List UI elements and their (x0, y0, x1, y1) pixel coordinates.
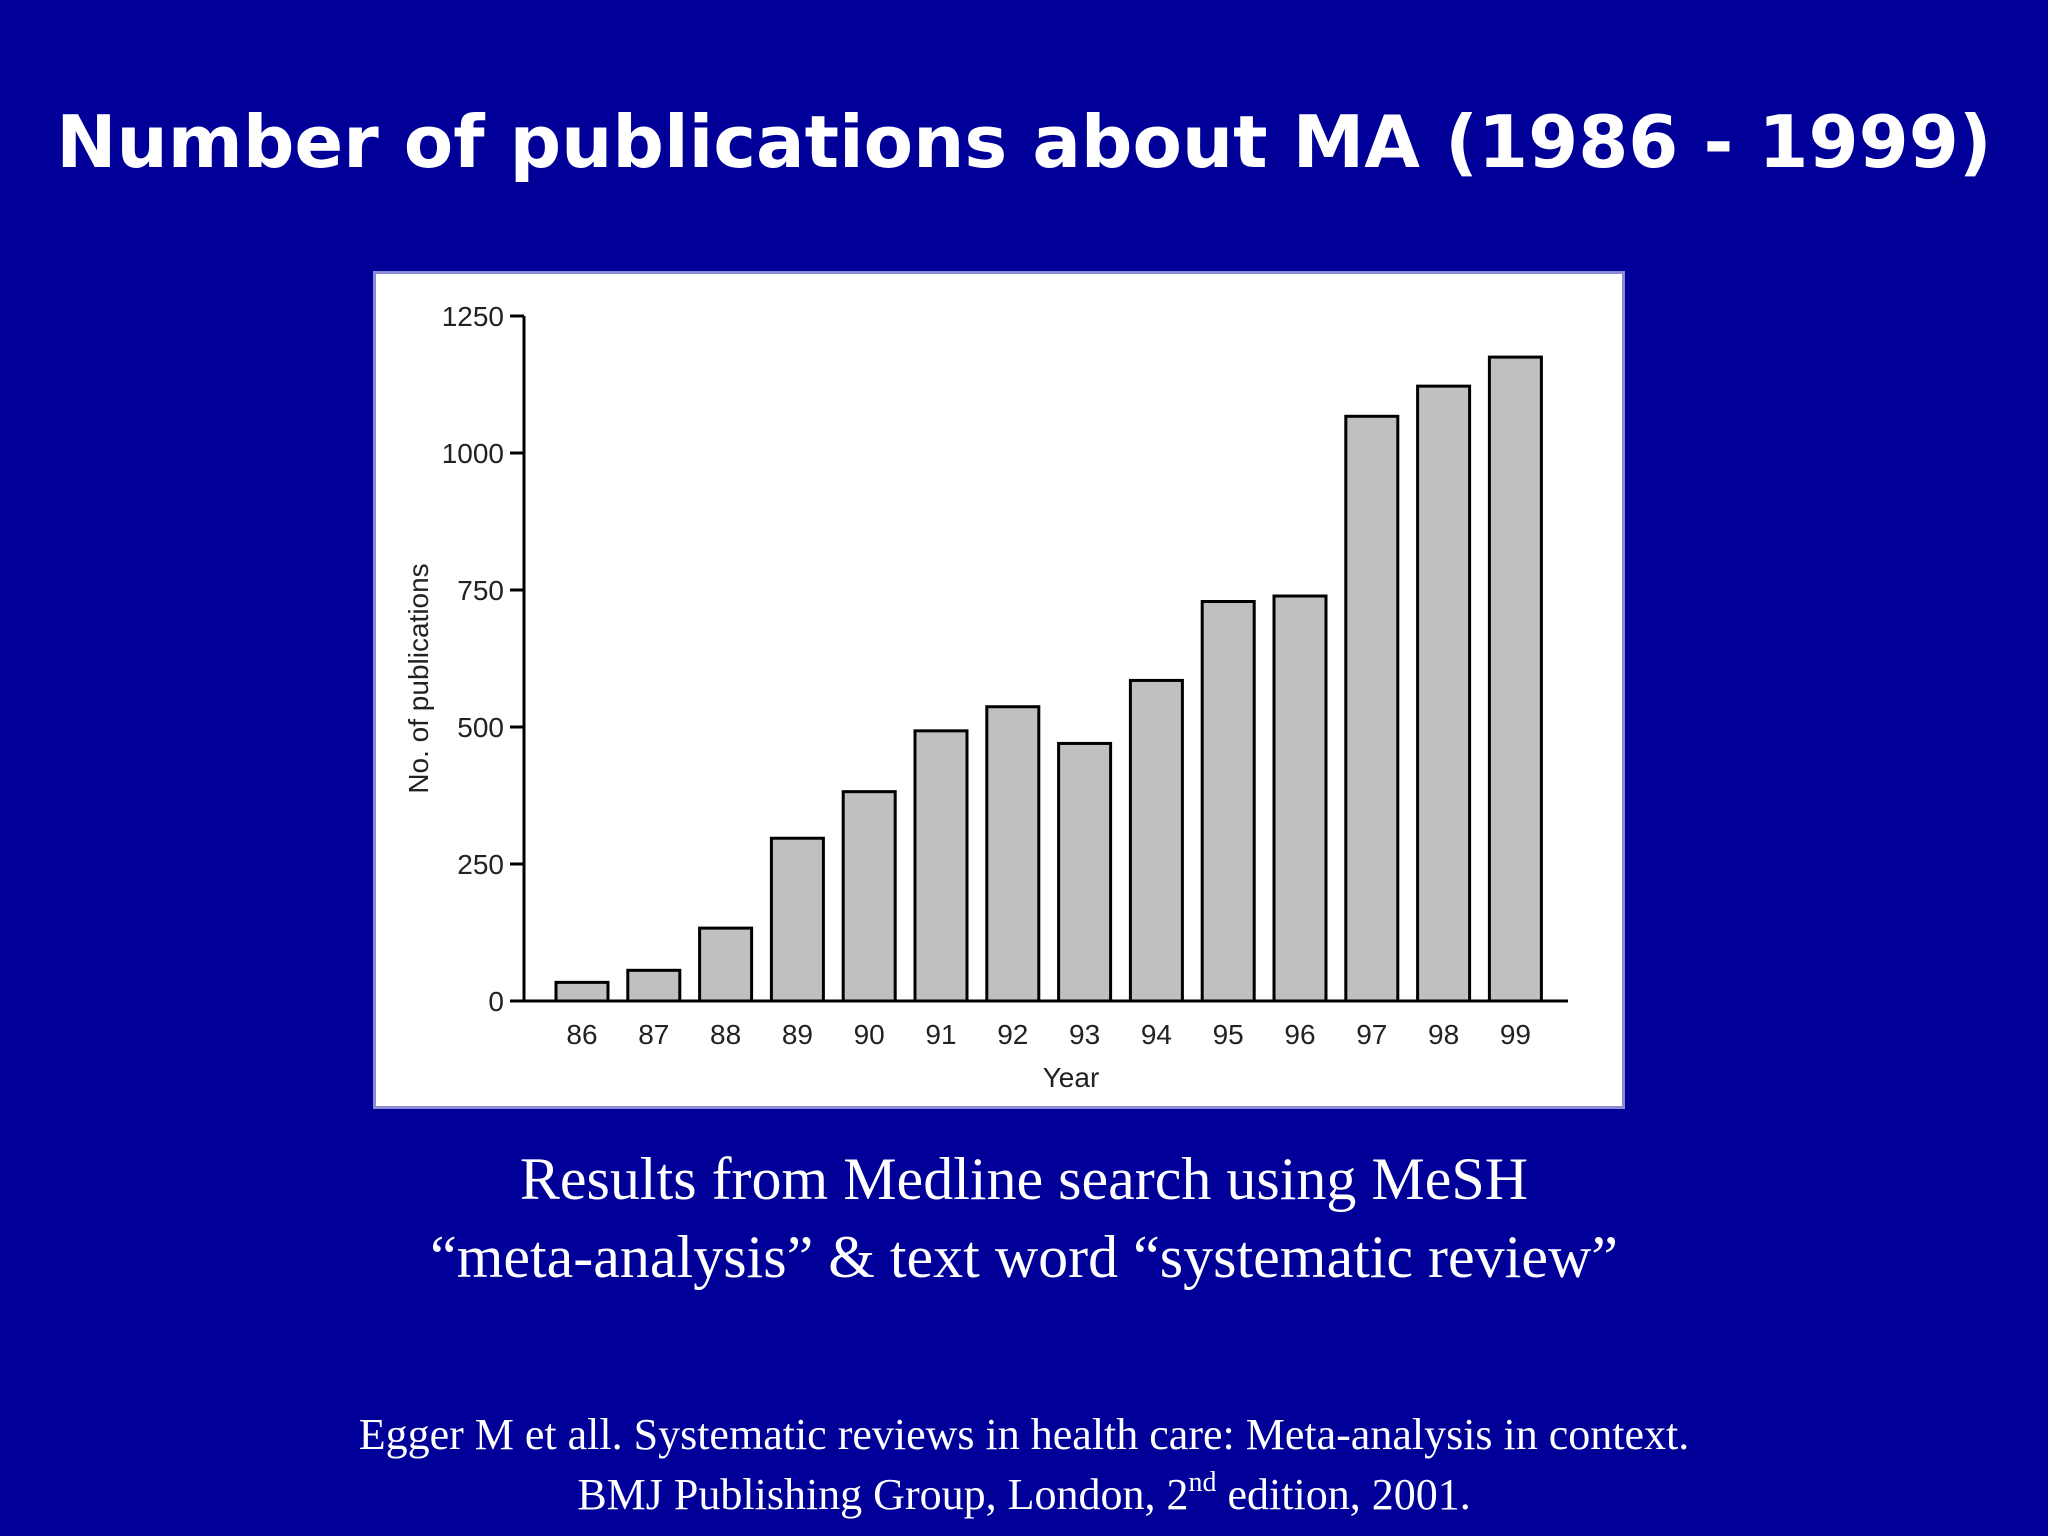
bar-90 (843, 792, 895, 1001)
bar-99 (1489, 357, 1541, 1001)
caption-line-1: Results from Medline search using MeSH (519, 1146, 1529, 1212)
x-axis-label: Year (1042, 1062, 1100, 1093)
bar-chart (376, 274, 1622, 1106)
caption-line-2: “meta-analysis” & text word “systematic review” (430, 1224, 1618, 1290)
reference-edition-year: edition, 2001. (1216, 1470, 1471, 1519)
x-tick-label-91: 91 (925, 1019, 957, 1050)
reference-edition-suffix: nd (1188, 1467, 1217, 1498)
x-tick-label-89: 89 (781, 1019, 813, 1050)
x-tick-label-87: 87 (638, 1019, 670, 1050)
bars-layer (556, 357, 1541, 1001)
reference-line-1: Egger M et all. Systematic reviews in health care: Meta-analysis in context. (358, 1410, 1690, 1459)
bar-92 (987, 707, 1039, 1001)
x-tick-label-93: 93 (1069, 1019, 1101, 1050)
reference-publisher: BMJ Publishing Group, London, 2 (577, 1470, 1189, 1519)
x-tick-label-99: 99 (1499, 1019, 1531, 1050)
x-tick-label-94: 94 (1140, 1019, 1172, 1050)
y-axis-label: No. of publications (403, 563, 434, 794)
x-tick-label-90: 90 (853, 1019, 885, 1050)
y-tick-label-1000: 1000 (441, 438, 504, 469)
chart-panel (373, 271, 1625, 1109)
y-tick-label-0: 0 (488, 986, 504, 1017)
chart-caption (0, 1140, 2048, 1296)
bar-86 (556, 982, 608, 1001)
y-tick-label-1250: 1250 (441, 301, 504, 332)
bar-87 (628, 970, 680, 1001)
x-tick-label-98: 98 (1428, 1019, 1460, 1050)
x-tick-label-97: 97 (1356, 1019, 1388, 1050)
x-tick-label-96: 96 (1284, 1019, 1316, 1050)
bar-94 (1130, 680, 1182, 1001)
y-ticks (442, 301, 524, 1017)
bar-97 (1346, 416, 1398, 1001)
bar-96 (1274, 596, 1326, 1001)
x-tick-label-92: 92 (997, 1019, 1029, 1050)
reference-line-2 (0, 1465, 2048, 1525)
x-tick-label-95: 95 (1212, 1019, 1244, 1050)
x-tick-label-86: 86 (566, 1019, 598, 1050)
x-ticks (566, 1019, 1531, 1050)
y-tick-label-250: 250 (457, 849, 504, 880)
slide-title: Number of publications about MA (1986 - 1999) (56, 100, 1992, 184)
y-tick-label-750: 750 (457, 575, 504, 606)
bar-98 (1418, 386, 1470, 1001)
source-reference (0, 1405, 2048, 1525)
bar-91 (915, 731, 967, 1001)
y-tick-label-500: 500 (457, 712, 504, 743)
bar-95 (1202, 602, 1254, 1001)
bar-88 (700, 928, 752, 1001)
bar-89 (771, 838, 823, 1001)
bar-93 (1059, 743, 1111, 1001)
x-tick-label-88: 88 (710, 1019, 742, 1050)
